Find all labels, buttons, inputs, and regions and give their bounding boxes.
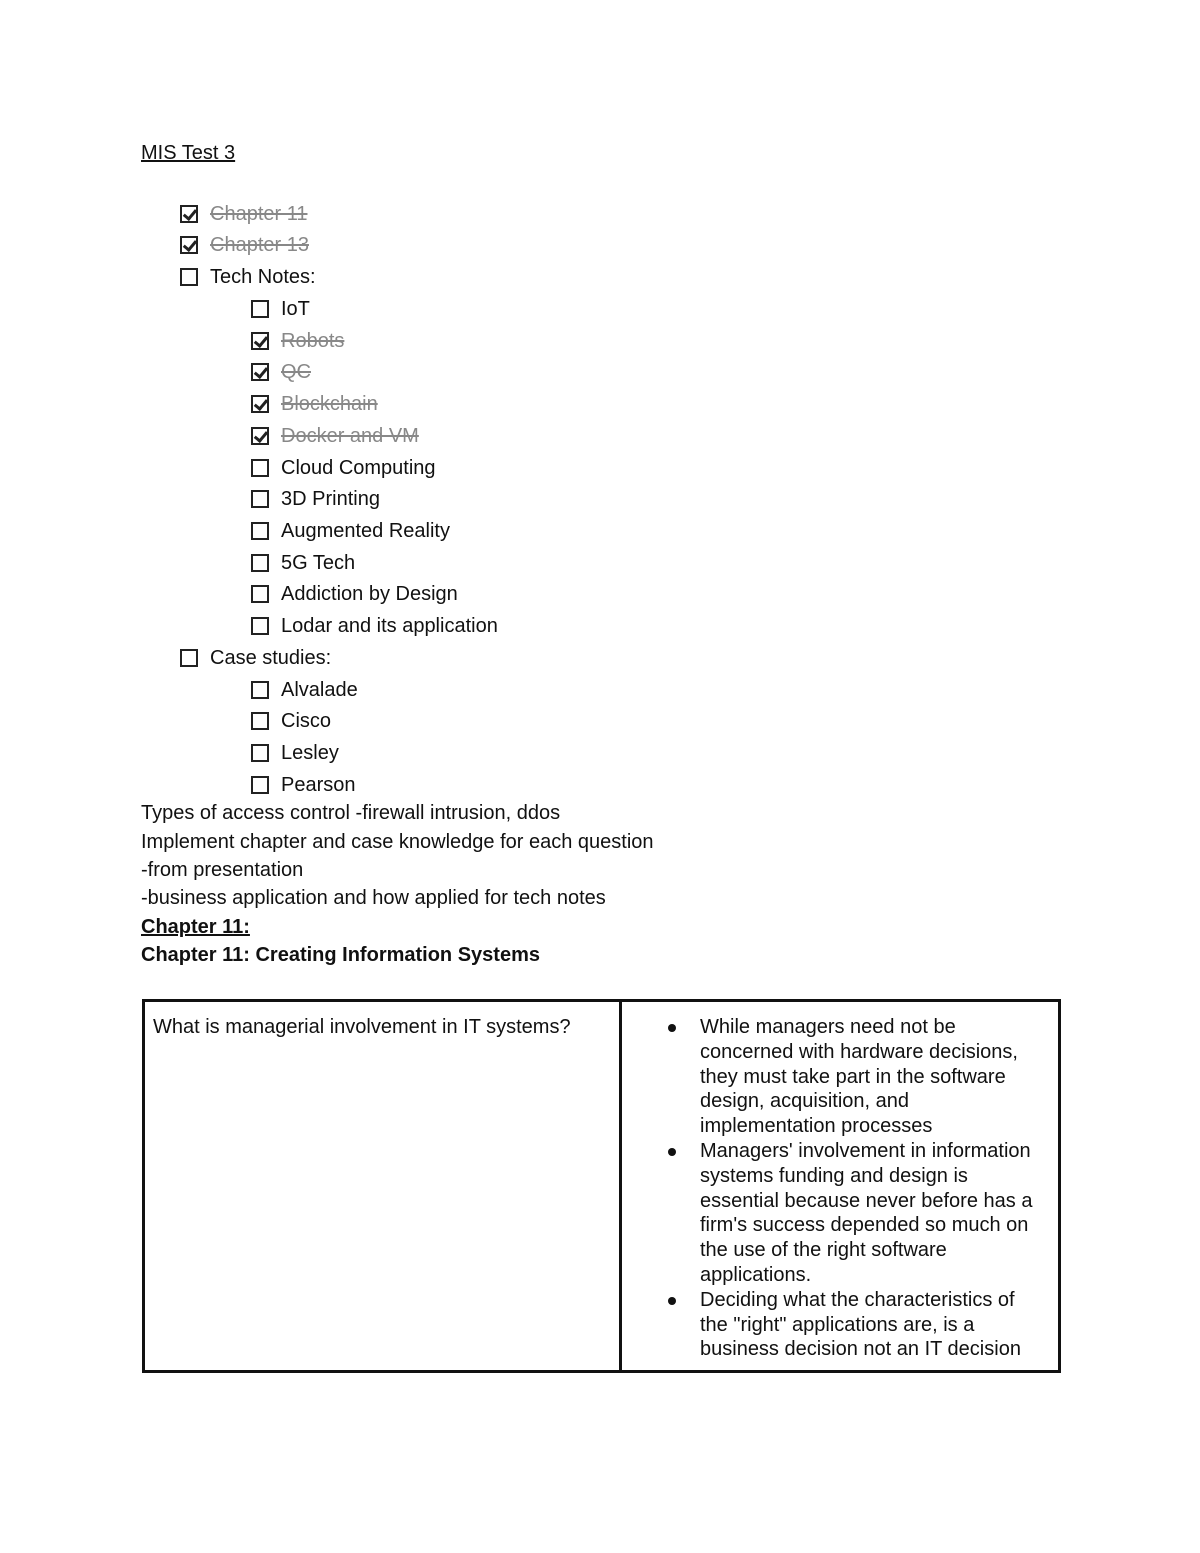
checklist-item[interactable] (251, 295, 310, 323)
checkbox-unchecked-icon[interactable] (251, 681, 269, 699)
document-title: MIS Test 3 (141, 142, 236, 164)
checklist-item[interactable] (251, 707, 331, 735)
checklist-label: Addiction by Design (281, 582, 458, 605)
checklist-label: Lesley (281, 741, 339, 764)
checklist-label: Alvalade (281, 678, 358, 701)
list-item: While managers need not be concerned with hardware decisions, they must take part in the software design, acquisition, and implementation processes (662, 1015, 1038, 1139)
checkbox-checked-icon[interactable] (251, 395, 269, 413)
checklist-item[interactable] (180, 644, 331, 672)
checklist-label: Lodar and its application (281, 614, 498, 637)
checklist-label: Chapter 11 (210, 202, 308, 225)
checklist-label: Cisco (281, 709, 332, 732)
list-item: Managers' involvement in information systems funding and design is essential because never before has a firm's success depended so much on the use of the right software applications. (662, 1139, 1038, 1288)
table-row (144, 1001, 1060, 1372)
checkbox-checked-icon[interactable] (251, 427, 269, 445)
checkbox-checked-icon[interactable] (251, 332, 269, 350)
checklist-item[interactable] (180, 231, 309, 259)
note-line: Implement chapter and case knowledge for each question (141, 831, 654, 853)
checkbox-unchecked-icon[interactable] (251, 744, 269, 762)
chapter-subheading: Chapter 11: Creating Information Systems (141, 944, 540, 966)
checkbox-unchecked-icon[interactable] (180, 268, 198, 286)
qa-table (142, 999, 1061, 1373)
checklist-item[interactable] (251, 422, 419, 450)
question-cell: What is managerial involvement in IT systems? (144, 1001, 621, 1372)
checklist-label: Docker and VM (281, 424, 419, 447)
checklist-label: 5G Tech (281, 551, 356, 574)
checklist-label: Chapter 13 (210, 233, 309, 256)
checklist-item[interactable] (251, 390, 378, 418)
checkbox-unchecked-icon[interactable] (180, 649, 198, 667)
list-item: Deciding what the characteristics of the "right" applications are, is a business decision not an IT decision (662, 1288, 1038, 1362)
checkbox-unchecked-icon[interactable] (251, 776, 269, 794)
checklist-item[interactable] (251, 358, 311, 386)
checklist-item[interactable] (251, 517, 450, 545)
checklist-item[interactable] (251, 612, 498, 640)
checklist-item[interactable] (180, 263, 316, 291)
checklist-item[interactable] (251, 771, 356, 799)
note-line: -from presentation (141, 859, 304, 881)
checkbox-checked-icon[interactable] (180, 205, 198, 223)
checklist-item[interactable] (251, 580, 458, 608)
checklist-label: Robots (281, 329, 345, 352)
checkbox-unchecked-icon[interactable] (251, 490, 269, 508)
checkbox-unchecked-icon[interactable] (251, 522, 269, 540)
checkbox-unchecked-icon[interactable] (251, 617, 269, 635)
checkbox-unchecked-icon[interactable] (251, 459, 269, 477)
checklist-item[interactable] (251, 327, 344, 355)
checklist-label: QC (281, 360, 311, 383)
checklist-item[interactable] (251, 739, 339, 767)
chapter-heading: Chapter 11: (141, 916, 250, 938)
checklist-item[interactable] (251, 485, 380, 513)
checkbox-unchecked-icon[interactable] (251, 554, 269, 572)
checkbox-checked-icon[interactable] (251, 363, 269, 381)
checkbox-unchecked-icon[interactable] (251, 712, 269, 730)
checklist-label: 3D Printing (281, 487, 380, 510)
checklist-item[interactable] (180, 200, 307, 228)
checklist-item[interactable] (251, 676, 358, 704)
checklist-label: Tech Notes: (210, 265, 316, 288)
checklist-label: Case studies: (210, 646, 332, 669)
checklist-label: Augmented Reality (281, 519, 450, 542)
note-line: -business application and how applied for tech notes (141, 887, 606, 909)
checklist-label: Blockchain (281, 392, 378, 415)
checklist-item[interactable] (251, 454, 436, 482)
checkbox-unchecked-icon[interactable] (251, 300, 269, 318)
note-line: Types of access control -firewall intrusion, ddos (141, 802, 561, 824)
checkbox-checked-icon[interactable] (180, 236, 198, 254)
answer-cell (621, 1001, 1060, 1372)
checklist-label: Pearson (281, 773, 356, 796)
checklist-item[interactable] (251, 549, 355, 577)
checkbox-unchecked-icon[interactable] (251, 585, 269, 603)
answer-list (662, 1015, 1038, 1362)
checklist-label: IoT (281, 297, 310, 320)
checklist-label: Cloud Computing (281, 456, 436, 479)
